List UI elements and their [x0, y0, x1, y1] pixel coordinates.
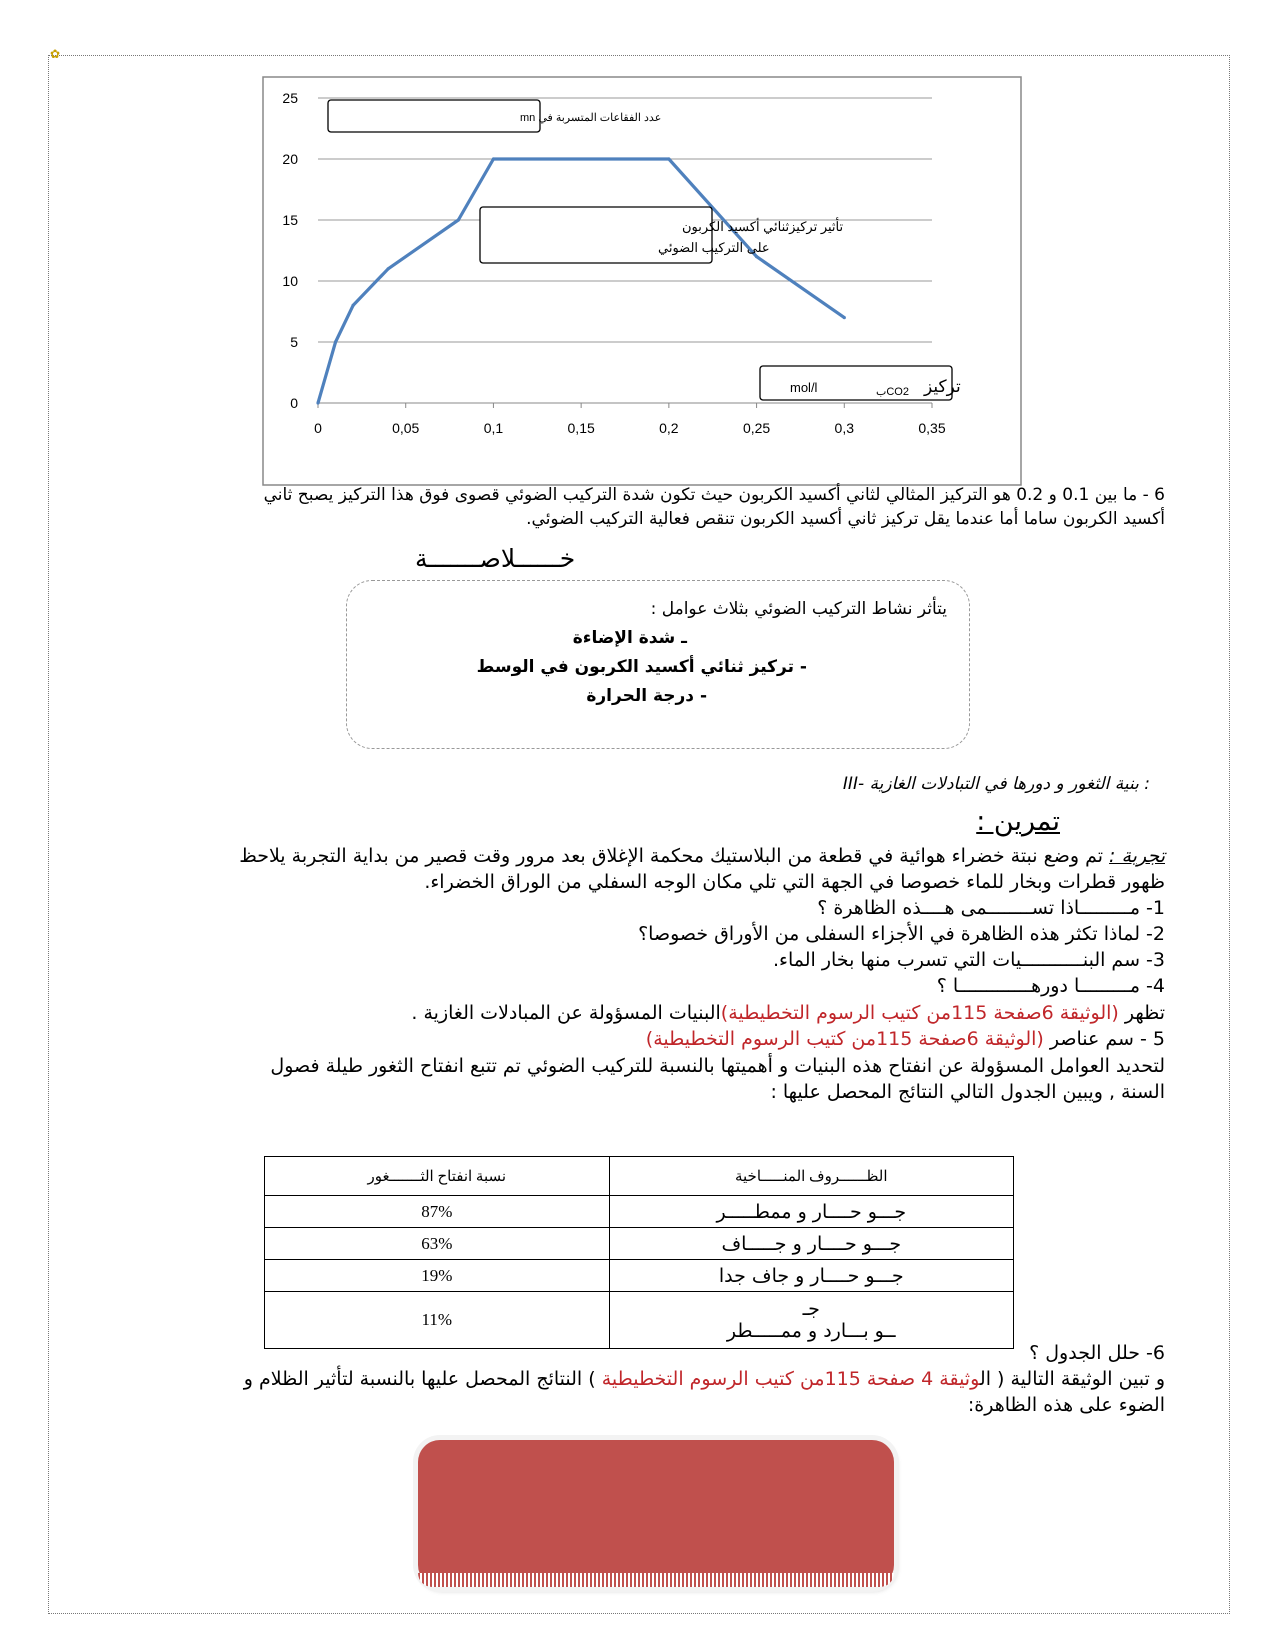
value-cell: 19% [265, 1260, 610, 1292]
stomata-table [264, 1156, 1014, 1349]
data-point [387, 267, 390, 270]
x-tick-label: 0 [314, 420, 322, 436]
x-tick-label: 0,3 [834, 420, 855, 436]
value-cell: 11% [265, 1292, 610, 1349]
question-5-pre: 5 - سم عناصر [1043, 1028, 1165, 1050]
y-tick-label: 0 [290, 395, 298, 411]
x-axis-main: تركيز [924, 377, 961, 396]
determination-line-2: السنة , ويبين الجدول التالي النتائج المحصل عليها : [770, 1081, 1165, 1103]
annotation-line-1: تأثير تركيزثنائي أكسيد الكربون [682, 219, 844, 234]
conclusion-line-1: 6 - ما بين 0.1 و 0.2 هو التركيز المثالي لثاني أكسيد الكربون حيث تكون شدة التركيب الضوئي قصوى فوق هذا التركيز يصبح ثاني [263, 485, 1165, 505]
structures-post: البنيات المسؤولة عن المبادلات الغازية . [411, 1002, 721, 1024]
x-tick-label: 0,35 [918, 420, 946, 436]
summary-box [346, 580, 970, 749]
exercise-title: تمرين : [976, 806, 1060, 837]
condition-cell: جـــو حــــار و ممطـــــر [609, 1196, 1013, 1228]
data-point [316, 401, 319, 404]
summary-factor-temperature: - درجة الحرارة [586, 686, 707, 706]
value-cell: 63% [265, 1228, 610, 1260]
header-conditions: الظــــــروف المنـــــاخية [609, 1157, 1013, 1196]
condition-cell: جـــو حــــار و جاف جدا [609, 1260, 1013, 1292]
doc4-post: ) النتائج المحصل عليها بالنسبة لتأثير الظلام و [243, 1368, 602, 1390]
xlabel-box [760, 366, 961, 400]
image-perforation-strip [418, 1573, 894, 1587]
value-cell: 87% [265, 1196, 610, 1228]
experiment-text: تم وضع نبتة خضراء هوائية في قطعة من البلاستيك محكمة الإغلاق بعد مرور وقت قصير من بداية التجربة يلاحظ [239, 845, 1110, 867]
table-row [265, 1228, 1014, 1260]
experiment-label: تجربة : [1109, 845, 1165, 867]
doc4-pre: و تبين الوثيقة التالية ( ال [979, 1368, 1165, 1390]
experiment-line-2: ظهور قطرات وبخار للماء خصوصا في الجهة التي تلي مكان الوجه السفلي من الوراق الخضراء. [424, 871, 1165, 893]
question-2: 2- لماذا تكثر هذه الظاهرة في الأجزاء السفلى من الأوراق خصوصا؟ [638, 923, 1165, 945]
document-4-line-2: الضوء على هذه الظاهرة: [967, 1394, 1165, 1416]
y-tick-label: 5 [290, 334, 298, 350]
table-row [265, 1196, 1014, 1228]
x-tick-label: 0,1 [483, 420, 504, 436]
data-point [755, 255, 758, 258]
y-tick-label: 20 [282, 151, 298, 167]
question-5 [55, 1026, 1165, 1052]
header-opening: نسبة انفتاح الثـــــــغور [265, 1157, 610, 1196]
question-1: 1- مـــــــــاذا تســــــــمى هــــذه الظاهرة ؟ [817, 897, 1165, 919]
summary-factor-co2: - تركيز ثنائي أكسيد الكربون في الوسط [476, 657, 807, 677]
x-axis-unit: mol/l [790, 380, 818, 395]
x-tick-label: 0,25 [742, 420, 771, 436]
y-tick-label: 15 [282, 212, 298, 228]
doc4-ref: وثيقة 4 صفحة 115من كتيب الرسوم التخطيطية [601, 1368, 980, 1390]
document-4-line-1 [55, 1366, 1165, 1392]
y-axis-label: عدد الفقاعات المتسربة في mn [520, 112, 662, 124]
structures-ref: (الوثيقة 6صفحة 115من كتيب الرسوم التخطيطية) [720, 1002, 1119, 1024]
x-tick-label: 0,15 [567, 420, 595, 436]
data-point [843, 316, 846, 319]
condition-cell: جـــو حــــار و جـــــاف [609, 1228, 1013, 1260]
x-tick-label: 0,2 [659, 420, 679, 436]
annotation-line-2: على التركيب الضوئي [658, 240, 770, 255]
data-point [334, 340, 337, 343]
condition-line-2: ــو بـــارد و ممـــــطر [726, 1320, 896, 1342]
condition-line-1: جـ [802, 1298, 820, 1320]
data-point [457, 218, 460, 221]
question-6: 6- حلل الجدول ؟ [1029, 1342, 1165, 1364]
structures-line [55, 1000, 1165, 1026]
summary-factor-light: ـ شدة الإضاءة [572, 628, 687, 648]
table-header-row [265, 1157, 1014, 1196]
co2-chart [262, 76, 1022, 486]
corner-flower-icon: ✿ [50, 47, 61, 61]
chart-svg [262, 76, 1022, 486]
document-4-image [418, 1440, 894, 1587]
table-row [265, 1260, 1014, 1292]
determination-line-1: لتحديد العوامل المسؤولة عن انفتاح هذه البنيات و أهميتها بالنسبة للتركيب الضوئي تم تتبع انفتاح الثغور طيلة فصول [270, 1055, 1165, 1077]
data-point [492, 157, 495, 160]
data-point [351, 304, 354, 307]
structures-pre: تظهر [1118, 1002, 1165, 1024]
y-tick-label: 10 [282, 273, 298, 289]
summary-intro: يتأثر نشاط التركيب الضوئي بثلاث عوامل : [650, 599, 947, 619]
conclusion-line-2: أكسيد الكربون ساما أما عندما يقل تركيز ثاني أكسيد الكربون تنقص فعالية التركيب الضوئي. [526, 509, 1165, 529]
data-point [667, 157, 670, 160]
x-tick-label: 0,05 [392, 420, 420, 436]
section-heading: III- بنية الثغور و دورها في التبادلات الغازية : [842, 774, 1150, 794]
x-axis-sub: CO2ب [876, 386, 909, 398]
experiment-line-1 [55, 843, 1165, 869]
question-3: 3- سم البنـــــــــــيات التي تسرب منها بخار الماء. [772, 949, 1165, 971]
y-tick-label: 25 [282, 90, 298, 106]
question-4: 4- مـــــــــا دورهـــــــــــــا ؟ [936, 975, 1165, 997]
summary-title: خــــــلاصـــــــة [415, 544, 576, 573]
question-5-ref: (الوثيقة 6صفحة 115من كتيب الرسوم التخطيطية) [645, 1028, 1044, 1050]
